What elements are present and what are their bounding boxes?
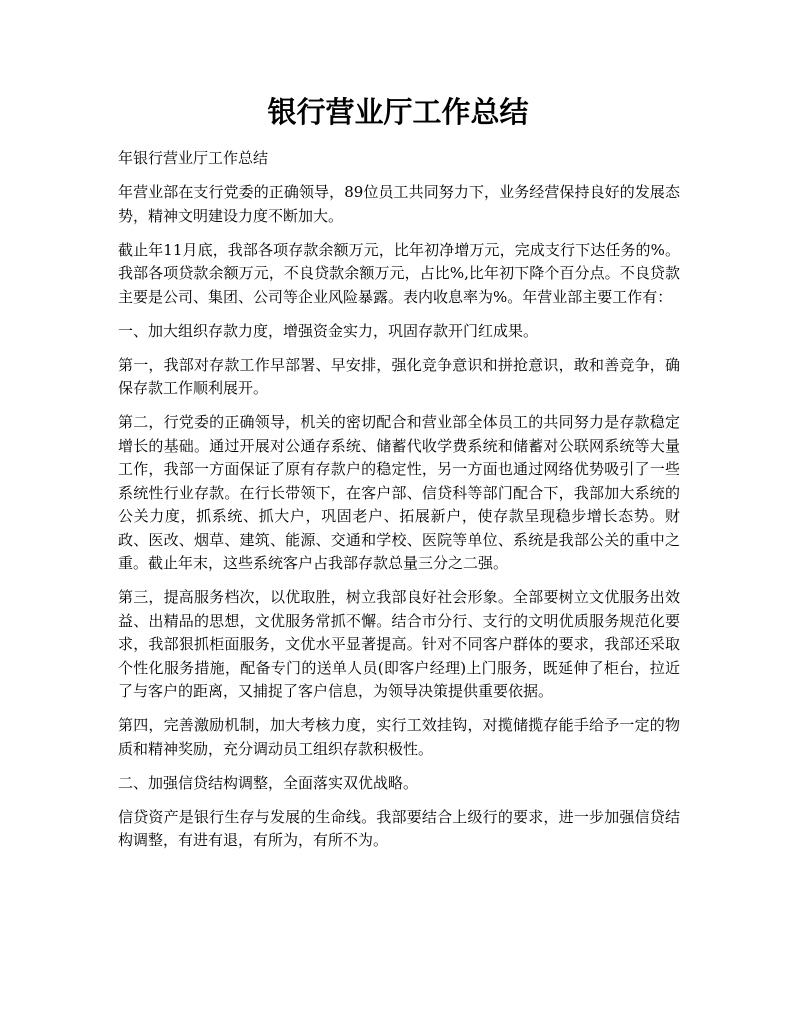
paragraph-intro: 年营业部在支行党委的正确领导，89位员工共同努力下，业务经营保持良好的发展态势，精神文明建设力度不断加大。 <box>118 183 680 225</box>
section-heading-1: 一、加大组织存款力度，增强资金实力，巩固存款开门红成果。 <box>118 321 539 340</box>
paragraph-point-4: 第四，完善激励机制，加大考核力度，实行工效挂钩，对揽储揽存能手给予一定的物质和精神奖励，充分调动员工组织存款积极性。 <box>118 716 680 758</box>
paragraph-figures: 截止年11月底，我部各项存款余额万元，比年初净增万元，完成支行下达任务的%。我部各项贷款余额万元，不良贷款余额万元，占比%,比年初下降个百分点。不良贷款主要是公司、集团、公司等企业风险暴露。表内收息率为%。年营业部主要工作有： <box>118 240 680 306</box>
document-body <box>118 147 680 863</box>
paragraph-point-1: 第一，我部对存款工作早部署、早安排，强化竞争意识和拼抢意识，敢和善竞争，确保存款工作顺利展开。 <box>118 355 680 397</box>
paragraph-subtitle: 年银行营业厅工作总结 <box>118 149 269 167</box>
paragraph-point-2: 第二，行党委的正确领导，机关的密切配合和营业部全体员工的共同努力是存款稳定增长的基础。通过开展对公通存系统、储蓄代收学费系统和储蓄对公联网系统等大量工作，我部一方面保证了原有存款户的稳定性，另一方面也通过网络优势吸引了一些系统性行业存款。在行长带领下，在客户部、信贷科等部门配合下，我部加大系统的公关力度，抓系统、抓大户，巩固老户、拓展新户，使存款呈现稳步增长态势。财政、医改、烟草、建筑、能源、交通和学校、医院等单位、系统是我部公关的重中之重。截止年末，这些系统客户占我部存款总量三分之二强。 <box>118 413 680 572</box>
paragraph-credit: 信贷资产是银行生存与发展的生命线。我部要结合上级行的要求，进一步加强信贷结构调整，有进有退，有所为，有所不为。 <box>118 807 680 849</box>
paragraph-point-3: 第三，提高服务档次，以优取胜，树立我部良好社会形象。全部要树立文优服务出效益、出精品的思想，文优服务常抓不懈。结合市分行、支行的文明优质服务规范化要求，我部狠抓柜面服务，文优水平显著提高。针对不同客户群体的要求，我部还采取个性化服务措施，配备专门的送单人员(即客户经理)上门服务，既延伸了柜台，拉近了与客户的距离，又捕捉了客户信息，为领导决策提供重要依据。 <box>118 588 680 700</box>
section-heading-2: 二、加强信贷结构调整，全面落实双优战略。 <box>118 773 419 792</box>
document-title: 银行营业厅工作总结 <box>267 95 529 129</box>
